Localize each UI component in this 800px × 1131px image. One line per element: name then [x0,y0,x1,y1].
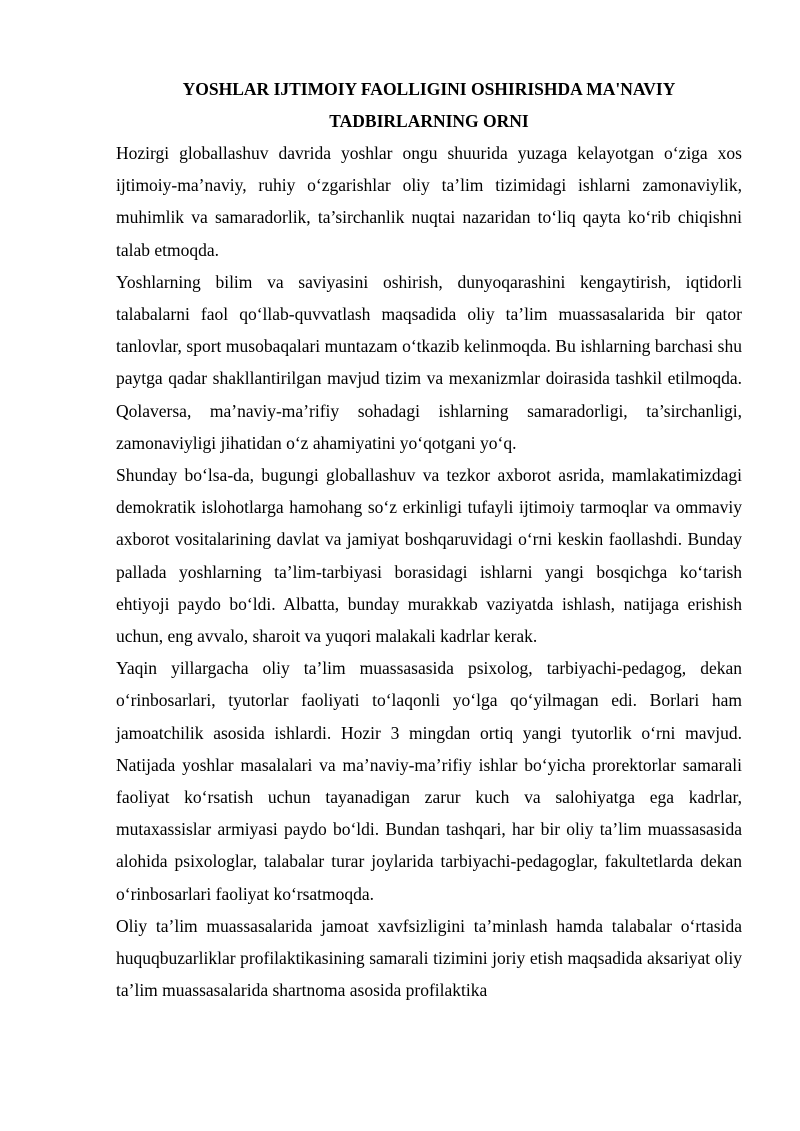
title-line-2: TADBIRLARNING ORNI [329,111,529,131]
title-line-1: YOSHLAR IJTIMOIY FAOLLIGINI OSHIRISHDA MA'NAVIY [182,79,676,99]
document-page [116,73,742,1006]
paragraph-1: Hozirgi globallashuv davrida yoshlar ongu shuurida yuzaga kelayotgan o‘ziga xos ijtimoiy-ma’naviy, ruhiy o‘zgarishlar oliy ta’lim tizimidagi ishlarni zamonaviylik, muhimlik va samaradorlik, ta’sirchanlik nuqtai nazaridan to‘liq qayta ko‘rib chiqishni talab etmoqda. [116,143,742,260]
paragraph-2: Yoshlarning bilim va saviyasini oshirish, dunyoqarashini kengaytirish, iqtidorli talabalarni faol qo‘llab-quvvatlash maqsadida oliy ta’lim muassasalarida bir qator tanlovlar, sport musobaqalari muntazam o‘tkazib kelinmoqda. Bu ishlarning barchasi shu paytga qadar shakllantirilgan mavjud tizim va mexanizmlar doirasida tashkil etilmoqda. Qolaversa, ma’naviy-ma’rifiy sohadagi ishlarning samaradorligi, ta’sirchanligi, zamonaviyligi jihatidan o‘z ahamiyatini yo‘qotgani yo‘q. [116,271,742,453]
document-title [116,73,742,137]
paragraph-5: Oliy ta’lim muassasalarida jamoat xavfsizligini ta’minlash hamda talabalar o‘rtasida huquqbuzarliklar profilaktikasining samarali tizimini joriy etish maqsadida aksariyat oliy ta’lim muassasalarida shartnoma asosida profilaktika [116,915,742,1001]
paragraph-3: Shunday bo‘lsa-da, bugungi globallashuv va tezkor axborot asrida, mamlakatimizdagi demokratik islohotlarga hamohang so‘z erkinligi tufayli ijtimoiy tarmoqlar va ommaviy axborot vositalarining davlat va jamiyat boshqaruvidagi o‘rni keskin faollashdi. Bunday pallada yoshlarning ta’lim-tarbiyasi borasidagi ishlarni yangi bosqichga ko‘tarish ehtiyoji paydo bo‘ldi. Albatta, bunday murakkab vaziyatda ishlash, natijaga erishish uchun, eng avvalo, sharoit va yuqori malakali kadrlar kerak. [116,465,742,647]
paragraph-4: Yaqin yillargacha oliy ta’lim muassasasida psixolog, tarbiyachi-pedagog, dekan o‘rinbosarlari, tyutorlar faoliyati to‘laqonli yo‘lga qo‘yilmagan edi. Borlari ham jamoatchilik asosida ishlardi. Hozir 3 mingdan ortiq yangi tyutorlik o‘rni mavjud. Natijada yoshlar masalalari va ma’naviy-ma’rifiy ishlar bo‘yicha prorektorlar samarali faoliyat ko‘rsatish uchun tayanadigan zarur kuch va salohiyatga ega kadrlar, mutaxassislar armiyasi paydo bo‘ldi. Bundan tashqari, har bir oliy ta’lim muassasasida alohida psixologlar, talabalar turar joylarida tarbiyachi-pedagoglar, fakultetlarda dekan o‘rinbosarlari faoliyat ko‘rsatmoqda. [116,658,742,904]
